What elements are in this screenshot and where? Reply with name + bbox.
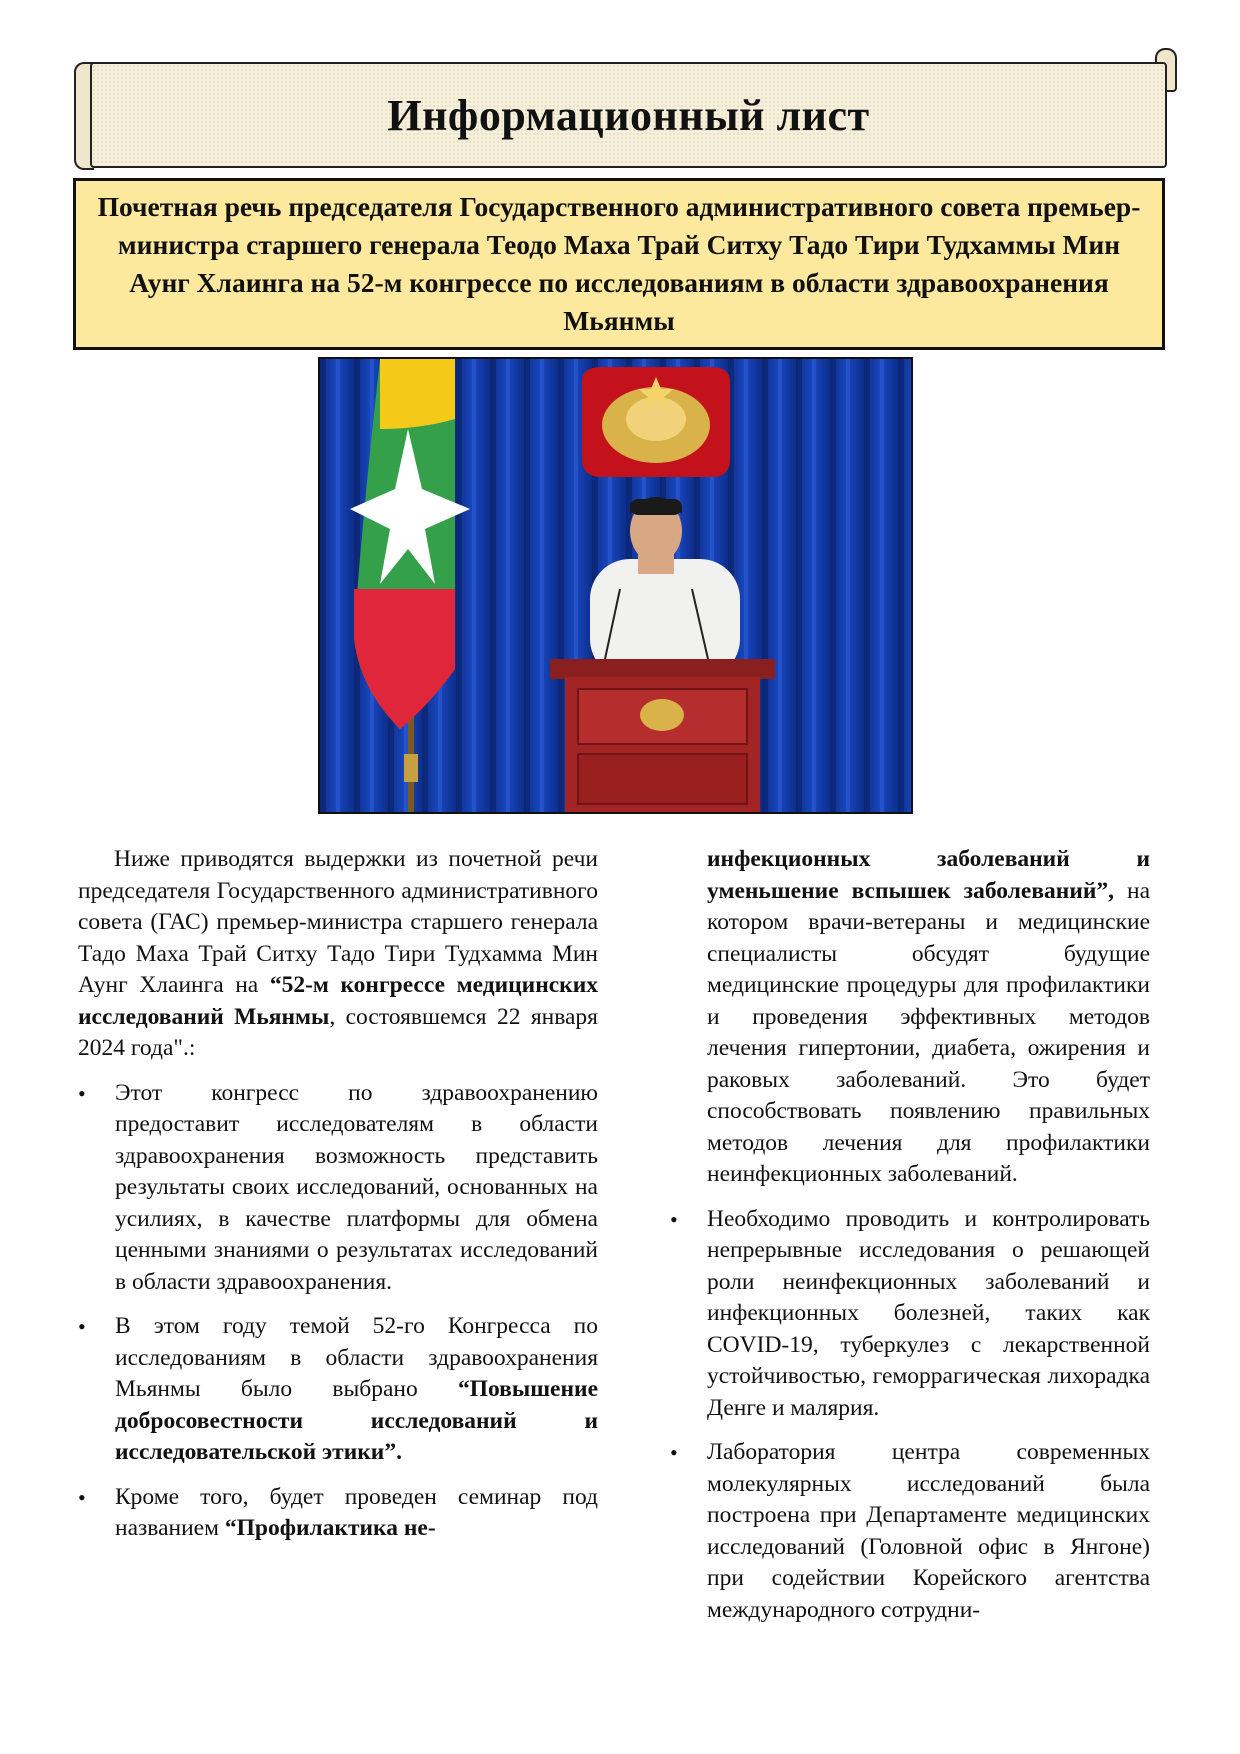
list-item: • Этот конгресс по здравоохранению предоставит исследователям в области здравоохранения возможность представить результаты своих исследований, основанных на усилиях, в качестве платформы для обмена ценными знаниями о результатах исследований в области здравоохранения. (78, 1078, 598, 1299)
subtitle-box (73, 178, 1165, 350)
bullet-list-right (670, 844, 1150, 1626)
bullet-list-left (78, 1078, 598, 1545)
page-title: Информационный лист (387, 90, 870, 140)
list-item: • Кроме того, будет проведен семинар под названием “Профилактика не- (78, 1482, 598, 1545)
list-item: • Лаборатория центра современных молекулярных исследований была построена при Департаменте медицинских исследований (Головной офис в Янгоне) при содействии Корейского агентства международного сотрудни- (670, 1437, 1150, 1626)
intro-paragraph: Ниже приводятся выдержки из почетной речи председателя Государственного административного совета (ГАС) премьер-министра старшего генерала Тадо Маха Трай Ситху Тадо Тири Тудхамма Мин Аунг Хлаинга на “52-м конгрессе медицинских исследований Мьянмы, состоявшемся 22 января 2024 года".: (78, 846, 599, 1061)
state-emblem (582, 367, 730, 477)
list-item: • Необходимо проводить и контролировать непрерывные исследования о решающей роли неинфекционных заболеваний и инфекционных болезней, таких как COVID-19, туберкулез с лекарственной устойчивостью, геморрагическая лихорадка Денге и малярия. (670, 1204, 1150, 1425)
page-subtitle: Почетная речь председателя Государственного административного совета премьер-министра старшего генерала Теодо Маха Трай Ситху Тадо Тири Тудхаммы Мин Аунг Хлаинга на 52-м конгрессе по исследованиям в области здравоохранения Мьянмы (97, 191, 1141, 336)
title-banner (72, 48, 1177, 168)
right-column (670, 844, 1150, 1626)
title-scroll (90, 62, 1167, 168)
speaker-at-podium-photo (320, 359, 911, 812)
list-item: • В этом году темой 52-го Конгресса по исследованиям в области здравоохранения Мьянмы было выбрано “Повышение добросовестности исследований и исследовательской этики”. (78, 1311, 598, 1469)
left-column (78, 844, 598, 1545)
list-item-continuation: инфекционных заболеваний и уменьшение вспышек заболеваний”, на котором врачи-ветераны и медицинские специалисты обсудят будущие медицинские процедуры для профилактики и проведения эффективных методов лечения гипертонии, диабета, ожирения и раковых заболеваний. Это будет способствовать появлению правильных методов лечения для профилактики неинфекционных заболеваний. (707, 846, 1150, 1187)
podium (550, 659, 775, 812)
speaker-photo (318, 357, 913, 814)
